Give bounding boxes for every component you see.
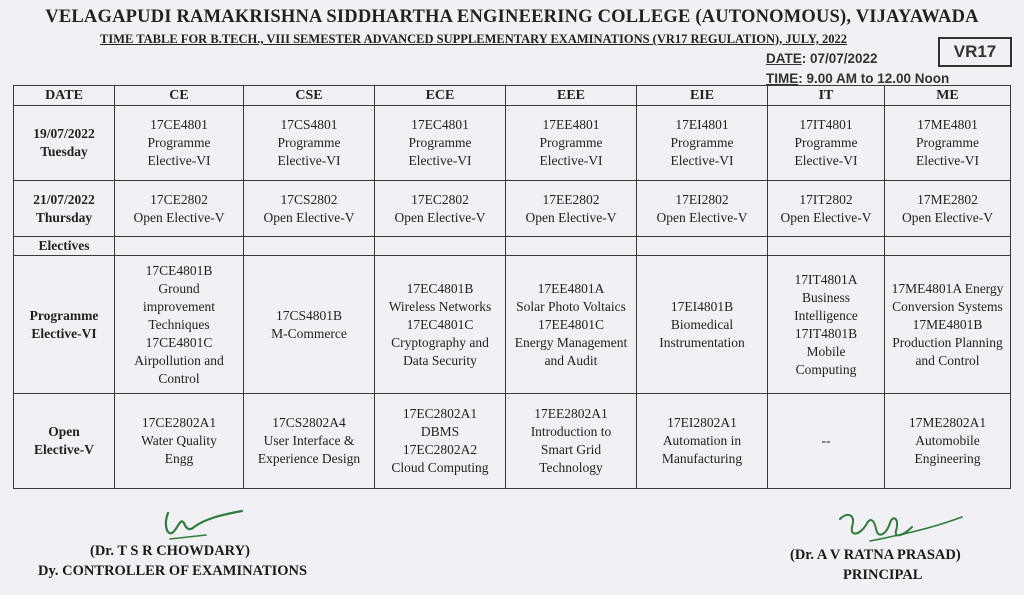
col-header-it: IT — [768, 86, 885, 106]
cell-line: Elective-VI — [277, 153, 341, 168]
cell-line: Introduction to — [530, 424, 612, 439]
col-header-eee: EEE — [506, 86, 637, 106]
cell-cse — [244, 106, 375, 181]
cell-line: Wireless Networks — [388, 298, 492, 314]
cell-ce — [115, 181, 244, 237]
cell-line: 17CS2802A4 — [272, 415, 346, 430]
cell-line: 17EC2802 — [411, 191, 469, 207]
date-label: DATE — [766, 51, 802, 66]
cell-ece — [375, 256, 506, 394]
cell-line: Programme — [147, 135, 211, 150]
cell-ece — [375, 106, 506, 181]
cell-me — [885, 394, 1011, 489]
cell-ce — [115, 394, 244, 489]
cell-me — [885, 106, 1011, 181]
cell-line: 17IT4801 — [799, 117, 853, 132]
empty-cell — [768, 237, 885, 256]
cell-line: Programme — [277, 135, 341, 150]
exam-date-cell — [14, 106, 115, 181]
time-value: : 9.00 AM to 12.00 Noon — [798, 71, 950, 86]
cell-line: Manufacturing — [661, 451, 743, 466]
col-header-ce: CE — [115, 86, 244, 106]
exam-day-text: Tuesday — [40, 144, 88, 159]
cell-line: 17EE4801A — [537, 280, 605, 296]
cell-line: DBMS — [420, 424, 460, 439]
cell-it — [768, 394, 885, 489]
cell-line: 17CE4801B — [145, 262, 213, 278]
cell-line: Engg — [164, 451, 194, 466]
cell-line: Cryptography and — [391, 334, 489, 350]
left-signatory-name: (Dr. T S R CHOWDARY) — [90, 543, 250, 559]
cell-line: 17ME4801 — [917, 117, 978, 132]
empty-cell — [637, 237, 768, 256]
cell-line: Elective-VI — [916, 153, 979, 168]
cell-line: 17IT4801A — [794, 271, 858, 287]
cell-line: M-Commerce — [271, 325, 347, 341]
cell-line: Solar Photo Voltaics — [516, 298, 626, 314]
cell-line: 17EC2802A2 — [402, 442, 478, 457]
empty-cell — [375, 237, 506, 256]
electives-heading-row — [14, 237, 1011, 256]
cell-line: 17CE4801 — [150, 117, 208, 132]
empty-cell — [244, 237, 375, 256]
signature-left-icon — [150, 505, 250, 545]
cell-line: 17EE4801C — [538, 316, 604, 332]
cell-line: Energy Management — [514, 334, 628, 350]
col-header-date: DATE — [14, 86, 115, 106]
col-header-ece: ECE — [375, 86, 506, 106]
exam-subtitle: TIME TABLE FOR B.TECH., VIII SEMESTER ADVANCED SUPPLEMENTARY EXAMINATIONS (VR17 REGULATION), JULY, 2022 — [100, 32, 848, 46]
cell-line: Techniques — [148, 316, 210, 332]
exam-date — [766, 51, 878, 66]
cell-line: Engineering — [914, 451, 981, 466]
cell-eie — [637, 394, 768, 489]
cell-line: Biomedical — [670, 316, 734, 332]
cell-line: User Interface & — [263, 433, 355, 448]
cell-line: 17EE2802 — [542, 191, 600, 207]
cell-line: 17EI2802 — [675, 191, 729, 207]
cell-line: Open Elective-V — [525, 209, 617, 225]
cell-it — [768, 256, 885, 394]
cell-line: 17CE2802 — [150, 191, 208, 207]
cell-line: Elective-V — [34, 442, 94, 457]
header-row — [14, 86, 1011, 106]
cell-line: Programme — [539, 135, 603, 150]
timetable-body — [14, 106, 1011, 489]
cell-line: 17CS4801B — [275, 307, 343, 323]
right-signatory-role: PRINCIPAL — [843, 567, 923, 583]
elective-row — [14, 394, 1011, 489]
cell-line: Elective-VI — [794, 153, 858, 168]
cell-eee — [506, 181, 637, 237]
timetable — [13, 85, 1011, 489]
cell-line: 17EI4801B — [670, 298, 734, 314]
cell-cse — [244, 256, 375, 394]
exam-date-cell — [14, 181, 115, 237]
date-value: : 07/07/2022 — [801, 51, 878, 66]
cell-line: Ground — [158, 280, 200, 296]
cell-line: Elective-VI — [31, 325, 97, 341]
cell-line: Data Security — [403, 352, 477, 368]
cell-eie — [637, 106, 768, 181]
cell-line: Smart Grid — [540, 442, 602, 457]
cell-line: Open Elective-V — [901, 209, 994, 225]
cell-line: Elective-VI — [539, 153, 603, 168]
cell-line: Programme — [670, 135, 734, 150]
cell-line: 17EC4801C — [406, 316, 474, 332]
cell-line: and Audit — [544, 352, 598, 368]
cell-line: Water Quality — [141, 433, 217, 448]
cell-line: 17EE2802A1 — [534, 406, 608, 421]
cell-line: Open Elective-V — [133, 209, 225, 225]
cell-line: and Control — [915, 352, 980, 368]
right-signatory-name: (Dr. A V RATNA PRASAD) — [790, 547, 961, 563]
cell-line: 17EC4801 — [411, 117, 469, 132]
cell-line: Open — [48, 424, 80, 439]
cell-line: 17ME2802A1 — [908, 415, 987, 430]
cell-line: 17IT4801B — [794, 325, 858, 341]
cell-line: Cloud Computing — [391, 460, 489, 475]
cell-eie — [637, 256, 768, 394]
cell-line: Mobile — [806, 343, 846, 359]
empty-cell — [506, 237, 637, 256]
cell-line: Intelligence — [794, 307, 858, 323]
cell-line: Technology — [539, 460, 603, 475]
cell-line: 17CS2802 — [280, 191, 338, 207]
elective-label-cell — [14, 256, 115, 394]
cell-line: 17CE4801C — [145, 334, 213, 350]
cell-line: Programme — [29, 307, 99, 323]
cell-cse — [244, 181, 375, 237]
cell-line: 17EI2802A1 — [667, 415, 737, 430]
cell-line: Programme — [794, 135, 858, 150]
cell-line: 17ME4801B — [912, 316, 983, 332]
cell-line: Open Elective-V — [780, 209, 872, 225]
cell-line: Elective-VI — [147, 153, 211, 168]
cell-line: Control — [158, 370, 200, 386]
exam-day-text: Thursday — [35, 209, 93, 225]
cell-line: 17CE2802A1 — [141, 415, 217, 430]
col-header-me: ME — [885, 86, 1011, 106]
cell-line: Open Elective-V — [263, 209, 355, 225]
cell-ece — [375, 394, 506, 489]
cell-line: Automobile — [915, 433, 980, 448]
cell-line: Programme — [408, 135, 472, 150]
time-label: TIME — [766, 71, 799, 86]
cell-line: Elective-VI — [408, 153, 472, 168]
cell-line: -- — [821, 433, 831, 448]
cell-line: 17EC2802A1 — [402, 406, 478, 421]
cell-line: Instrumentation — [659, 334, 745, 350]
cell-line: Production Planning — [892, 334, 1003, 350]
empty-cell — [115, 237, 244, 256]
cell-line: improvement — [143, 298, 215, 314]
cell-eee — [506, 106, 637, 181]
cell-line: 17EI4801 — [675, 117, 729, 132]
cell-line: Open Elective-V — [656, 209, 748, 225]
regulation-badge: VR17 — [938, 37, 1012, 67]
exam-row — [14, 181, 1011, 237]
cell-me — [885, 181, 1011, 237]
cell-line: 17ME2802 — [917, 191, 978, 207]
cell-eie — [637, 181, 768, 237]
cell-me — [885, 256, 1011, 394]
cell-line: Programme — [916, 135, 979, 150]
left-signatory-role: Dy. CONTROLLER OF EXAMINATIONS — [38, 563, 308, 579]
cell-ce — [115, 256, 244, 394]
cell-line: 17EC4801B — [406, 280, 474, 296]
electives-heading: Electives — [14, 237, 115, 256]
cell-line: Business — [801, 289, 850, 305]
cell-line: Automation in — [662, 433, 742, 448]
cell-line: Experience Design — [257, 451, 361, 466]
elective-label-cell — [14, 394, 115, 489]
cell-it — [768, 106, 885, 181]
col-header-eie: EIE — [637, 86, 768, 106]
cell-eee — [506, 394, 637, 489]
signature-right-icon — [830, 505, 970, 550]
cell-it — [768, 181, 885, 237]
exam-date-text: 21/07/2022 — [33, 191, 95, 207]
exam-time — [766, 71, 949, 86]
cell-line: 17EE4801 — [542, 117, 600, 132]
cell-line: 17IT2802 — [799, 191, 853, 207]
cell-line: Open Elective-V — [394, 209, 486, 225]
cell-eee — [506, 256, 637, 394]
cell-line: Conversion Systems — [892, 298, 1003, 314]
exam-date-text: 19/07/2022 — [33, 126, 95, 141]
college-title: VELAGAPUDI RAMAKRISHNA SIDDHARTHA ENGINEERING COLLEGE (AUTONOMOUS), VIJAYAWADA — [45, 7, 979, 27]
cell-line: Computing — [795, 361, 857, 377]
col-header-cse: CSE — [244, 86, 375, 106]
elective-row — [14, 256, 1011, 394]
cell-line: 17ME4801A Energy — [891, 280, 1004, 296]
empty-cell — [885, 237, 1011, 256]
cell-cse — [244, 394, 375, 489]
exam-row — [14, 106, 1011, 181]
cell-ce — [115, 106, 244, 181]
cell-line: 17CS4801 — [280, 117, 338, 132]
cell-line: Elective-VI — [670, 153, 734, 168]
cell-line: Airpollution and — [134, 352, 224, 368]
cell-ece — [375, 181, 506, 237]
